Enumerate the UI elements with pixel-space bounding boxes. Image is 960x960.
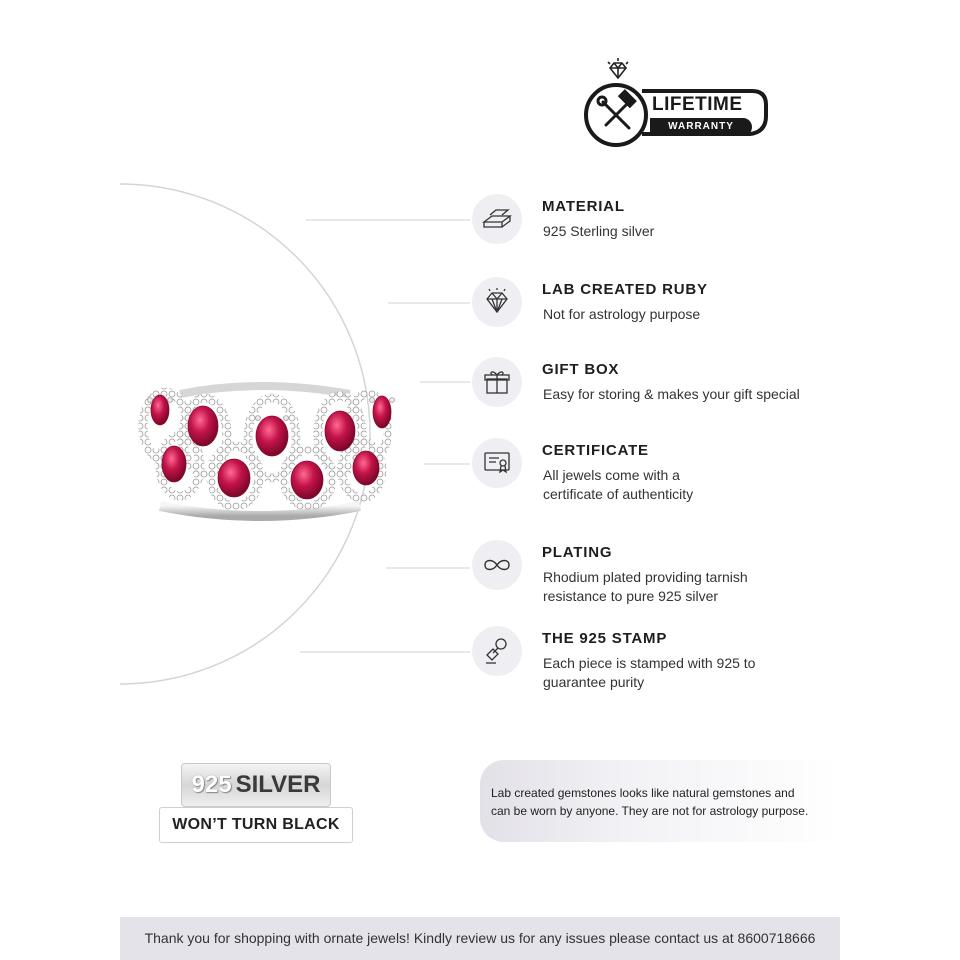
certificate-icon [472,438,522,488]
feature-desc [543,466,843,504]
silver-number: 925 [191,771,232,798]
feature-desc-line: guarantee purity [543,674,645,690]
feature-certificate [470,438,850,502]
note-text [491,784,836,820]
feature-desc: 925 Sterling silver [543,223,655,239]
feature-title: PLATING [542,544,613,561]
note-line: can be worn by anyone. They are not for astrology purpose. [491,804,809,818]
silver-word: SILVER [235,771,321,798]
feature-desc-line: Each piece is stamped with 925 to [543,655,756,671]
feature-desc: Easy for storing & makes your gift special [543,386,800,402]
feature-title: LAB CREATED RUBY [542,281,708,298]
feature-desc [543,654,843,692]
feature-desc-line: resistance to pure 925 silver [543,588,719,604]
infinity-icon [472,540,522,590]
feature-title: MATERIAL [542,198,625,215]
silver-bar-icon [472,194,522,244]
feature-desc-line: certificate of authenticity [543,486,694,502]
feature-gift-box [470,357,850,417]
diamond-icon [472,277,522,327]
feature-title: CERTIFICATE [542,442,649,459]
gemstone-note [480,760,840,842]
note-line: Lab created gemstones looks like natural gemstones and [491,786,795,800]
feature-desc-line: Rhodium plated providing tarnish [543,569,748,585]
feature-desc [543,568,843,606]
stamp-icon [472,626,522,676]
feature-desc-line: All jewels come with a [543,467,680,483]
feature-plating [470,540,850,604]
feature-desc: Not for astrology purpose [543,306,701,322]
feature-925-stamp [470,626,850,690]
footer-message: Thank you for shopping with ornate jewels! Kindly review us for any issues please contact us at 8600718666 [120,917,840,960]
lifetime-warranty-badge [580,58,770,148]
silver-tagline: WON’T TURN BLACK [159,807,353,843]
feature-lab-ruby [470,277,850,337]
feature-material [470,194,850,254]
badge-subtitle: WARRANTY [650,118,752,136]
silver-label [181,763,331,807]
feature-title: THE 925 STAMP [542,630,668,647]
feature-title: GIFT BOX [542,361,620,378]
gift-box-icon [472,357,522,407]
ruby-ring-image [120,366,400,536]
badge-title: LIFETIME [652,94,743,115]
